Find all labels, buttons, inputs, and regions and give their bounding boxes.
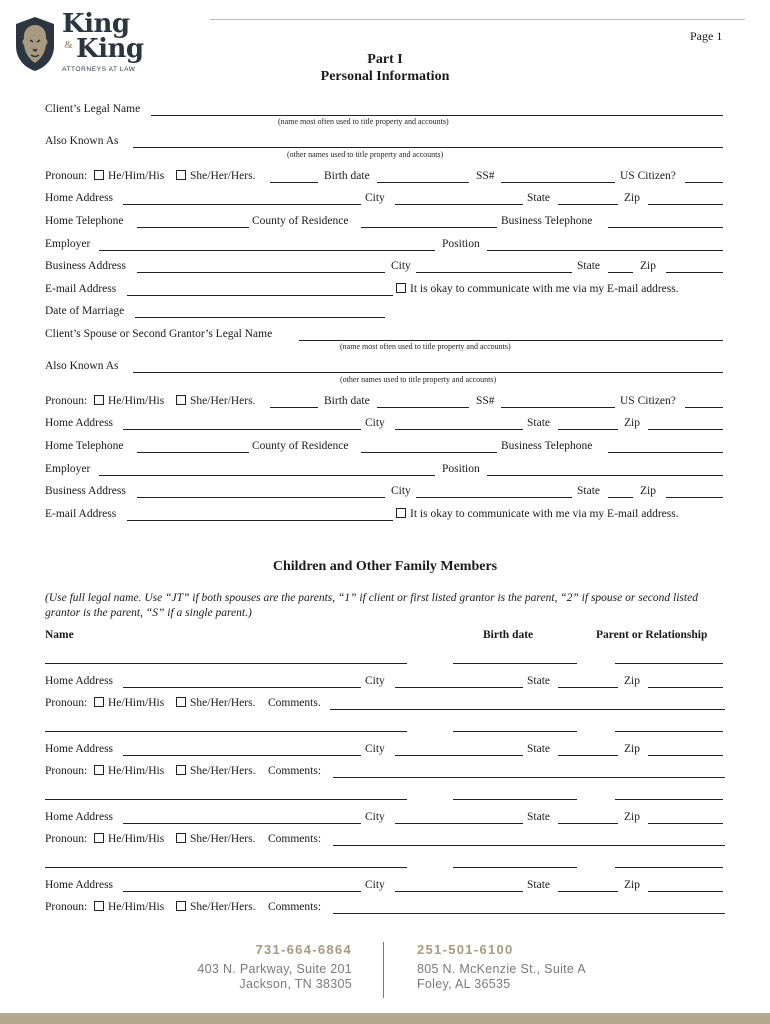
- spouse-aka-caption: (other names used to title property and accounts): [340, 375, 497, 384]
- zip-field[interactable]: [648, 755, 723, 756]
- pronoun-she-option[interactable]: She/Her/Hers.: [176, 900, 255, 914]
- position-label: Position: [442, 463, 480, 475]
- checkbox-icon[interactable]: [396, 283, 406, 293]
- ss-label: SS#: [476, 395, 495, 407]
- pronoun-he-option[interactable]: He/Him/His: [94, 169, 164, 183]
- logo-king-bottom: King: [76, 34, 144, 64]
- state-field[interactable]: [558, 204, 618, 205]
- home-address-label: Home Address: [45, 417, 114, 429]
- state-field[interactable]: [558, 755, 618, 756]
- spouse-name-caption: (name most often used to title property and accounts): [340, 342, 511, 351]
- footer-contact-left: [190, 942, 352, 991]
- position-field[interactable]: [487, 475, 723, 476]
- page-title: Personal Information: [320, 69, 450, 84]
- spouse-legal-name-label: Client’s Spouse or Second Grantor’s Legal Name: [45, 328, 273, 340]
- pronoun-other-field[interactable]: [270, 182, 318, 183]
- pronoun-label: Pronoun:: [45, 170, 88, 182]
- pronoun-label: Pronoun:: [45, 833, 88, 845]
- child-home-address-row: [45, 878, 723, 894]
- footer-address-right-line2: Foley, AL 36535: [417, 977, 511, 991]
- city-field[interactable]: [395, 823, 523, 824]
- employer-field[interactable]: [99, 475, 435, 476]
- pronoun-she-option[interactable]: She/Her/Hers.: [176, 169, 255, 183]
- comments-field[interactable]: [333, 913, 725, 914]
- date-of-marriage-row: [45, 304, 723, 320]
- footer-address-left-line1: 403 N. Parkway, Suite 201: [197, 962, 352, 976]
- pronoun-she-option[interactable]: She/Her/Hers.: [176, 394, 255, 408]
- email-field[interactable]: [127, 295, 393, 296]
- child-relationship-field[interactable]: [615, 731, 723, 732]
- footer-address-right-line1: 805 N. McKenzie St., Suite A: [417, 962, 586, 976]
- client-aka-label: Also Known As: [45, 135, 119, 147]
- spouse-aka-label: Also Known As: [45, 360, 119, 372]
- date-of-marriage-label: Date of Marriage: [45, 305, 125, 317]
- client-pronoun-row: [45, 169, 723, 185]
- home-address-field[interactable]: [123, 429, 361, 430]
- checkbox-icon[interactable]: [94, 170, 104, 180]
- client-aka-row: [45, 134, 723, 150]
- zip-label: Zip: [640, 485, 656, 497]
- child-name-field[interactable]: [45, 663, 407, 664]
- zip-label: Zip: [624, 811, 640, 823]
- home-address-field[interactable]: [123, 755, 361, 756]
- child-birth-date-field[interactable]: [453, 867, 577, 868]
- footer-contact-right: [417, 942, 597, 991]
- business-telephone-field[interactable]: [608, 452, 723, 453]
- spouse-aka-field[interactable]: [133, 372, 723, 373]
- home-telephone-label: Home Telephone: [45, 215, 124, 227]
- footer-address-left-line2: Jackson, TN 38305: [239, 977, 352, 991]
- zip-label: Zip: [624, 743, 640, 755]
- comments-field[interactable]: [333, 777, 725, 778]
- city-label: City: [365, 811, 385, 823]
- state-label: State: [527, 811, 550, 823]
- child-relationship-field[interactable]: [615, 799, 723, 800]
- birth-date-label: Birth date: [324, 170, 370, 182]
- spouse-pronoun-row: [45, 394, 723, 410]
- client-legal-name-label: Client’s Legal Name: [45, 103, 141, 115]
- child-relationship-field[interactable]: [615, 867, 723, 868]
- state-label: State: [527, 192, 550, 204]
- header-rule: [210, 19, 745, 20]
- spouse-legal-name-field[interactable]: [299, 340, 723, 341]
- city-label: City: [365, 743, 385, 755]
- child-home-address-row: [45, 742, 723, 758]
- comments-field[interactable]: [330, 709, 725, 710]
- state-label: State: [527, 879, 550, 891]
- county-field[interactable]: [361, 452, 497, 453]
- child-name-field[interactable]: [45, 731, 407, 732]
- home-address-label: Home Address: [45, 675, 114, 687]
- home-address-label: Home Address: [45, 811, 114, 823]
- client-legal-name-row: [45, 102, 723, 118]
- checkbox-icon[interactable]: [176, 833, 186, 843]
- business-address-field[interactable]: [137, 272, 385, 273]
- child-pronoun-row: [45, 696, 723, 712]
- date-of-marriage-field[interactable]: [135, 317, 385, 318]
- child-pronoun-row: [45, 900, 723, 916]
- email-consent-option[interactable]: It is okay to communicate with me via my E-mail address.: [396, 282, 679, 296]
- zip-field[interactable]: [648, 204, 723, 205]
- child-home-address-row: [45, 810, 723, 826]
- zip-label: Zip: [640, 260, 656, 272]
- us-citizen-label: US Citizen?: [620, 170, 676, 182]
- city-label: City: [391, 485, 411, 497]
- comments-label: Comments:: [268, 765, 322, 777]
- zip-field[interactable]: [666, 497, 723, 498]
- zip-label: Zip: [624, 192, 640, 204]
- children-section-title: Children and Other Family Members: [272, 559, 498, 574]
- employer-label: Employer: [45, 238, 91, 250]
- city-field[interactable]: [395, 755, 523, 756]
- home-address-field[interactable]: [123, 687, 361, 688]
- column-header-name: Name: [45, 629, 74, 641]
- ss-field[interactable]: [501, 182, 615, 183]
- spouse-telephone-row: [45, 439, 723, 455]
- child-birth-date-field[interactable]: [453, 663, 577, 664]
- home-telephone-field[interactable]: [137, 227, 249, 228]
- pronoun-label: Pronoun:: [45, 395, 88, 407]
- pronoun-she-option[interactable]: She/Her/Hers.: [176, 764, 255, 778]
- business-address-label: Business Address: [45, 485, 126, 497]
- us-citizen-label: US Citizen?: [620, 395, 676, 407]
- employer-label: Employer: [45, 463, 91, 475]
- comments-label: Comments:: [268, 833, 322, 845]
- business-telephone-field[interactable]: [608, 227, 723, 228]
- spouse-email-row: [45, 507, 723, 523]
- logo-ampersand: &: [64, 39, 74, 51]
- client-name-caption: (name most often used to title property and accounts): [278, 117, 449, 126]
- pronoun-he-option[interactable]: He/Him/His: [94, 832, 164, 846]
- state-label: State: [527, 675, 550, 687]
- zip-label: Zip: [624, 879, 640, 891]
- client-aka-field[interactable]: [133, 147, 723, 148]
- state-label: State: [577, 260, 600, 272]
- pronoun-she-option[interactable]: She/Her/Hers.: [176, 832, 255, 846]
- zip-field[interactable]: [648, 429, 723, 430]
- city-field[interactable]: [395, 204, 523, 205]
- checkbox-icon[interactable]: [176, 697, 186, 707]
- ss-field[interactable]: [501, 407, 615, 408]
- state-field[interactable]: [558, 891, 618, 892]
- checkbox-icon[interactable]: [176, 170, 186, 180]
- state-label: State: [577, 485, 600, 497]
- page-number: Page 1: [690, 29, 723, 43]
- pronoun-he-option[interactable]: He/Him/His: [94, 394, 164, 408]
- child-pronoun-row: [45, 764, 723, 780]
- business-address-label: Business Address: [45, 260, 126, 272]
- client-home-address-row: [45, 191, 723, 207]
- child-pronoun-row: [45, 832, 723, 848]
- spouse-legal-name-row: [45, 327, 723, 343]
- city-label: City: [391, 260, 411, 272]
- footer-divider: [383, 942, 384, 998]
- employer-field[interactable]: [99, 250, 435, 251]
- section-part: Part I: [367, 52, 403, 67]
- zip-field[interactable]: [648, 891, 723, 892]
- birth-date-field[interactable]: [377, 407, 469, 408]
- child-name-field[interactable]: [45, 867, 407, 868]
- child-birth-date-field[interactable]: [453, 799, 577, 800]
- logo-king-top: King: [62, 9, 130, 39]
- position-label: Position: [442, 238, 480, 250]
- email-consent-option[interactable]: It is okay to communicate with me via my E-mail address.: [396, 507, 679, 521]
- client-email-row: [45, 282, 723, 298]
- state-field[interactable]: [558, 687, 618, 688]
- state-label: State: [527, 417, 550, 429]
- city-label: City: [365, 879, 385, 891]
- child-name-field[interactable]: [45, 799, 407, 800]
- email-label: E-mail Address: [45, 508, 117, 520]
- comments-field[interactable]: [333, 845, 725, 846]
- home-address-label: Home Address: [45, 192, 114, 204]
- county-label: County of Residence: [252, 215, 349, 227]
- child-birth-date-field[interactable]: [453, 731, 577, 732]
- checkbox-icon[interactable]: [94, 833, 104, 843]
- ss-label: SS#: [476, 170, 495, 182]
- pronoun-she-option[interactable]: She/Her/Hers.: [176, 696, 255, 710]
- home-address-field[interactable]: [123, 891, 361, 892]
- checkbox-icon[interactable]: [94, 901, 104, 911]
- city-field[interactable]: [395, 891, 523, 892]
- pronoun-label: Pronoun:: [45, 901, 88, 913]
- us-citizen-field[interactable]: [685, 407, 723, 408]
- us-citizen-field[interactable]: [685, 182, 723, 183]
- client-aka-caption: (other names used to title property and accounts): [287, 150, 444, 159]
- zip-field[interactable]: [666, 272, 723, 273]
- checkbox-icon[interactable]: [94, 697, 104, 707]
- checkbox-icon[interactable]: [176, 395, 186, 405]
- birth-date-field[interactable]: [377, 182, 469, 183]
- children-instructions: (Use full legal name. Use “JT” if both spouses are the parents, “1” if client or first listed grantor is the parent, “2” if spouse or second listed grantor is the parent, “S” if a single parent.): [45, 592, 698, 619]
- spouse-home-address-row: [45, 416, 723, 432]
- client-legal-name-field[interactable]: [151, 115, 723, 116]
- home-address-field[interactable]: [123, 204, 361, 205]
- pronoun-he-option[interactable]: He/Him/His: [94, 764, 164, 778]
- county-label: County of Residence: [252, 440, 349, 452]
- birth-date-label: Birth date: [324, 395, 370, 407]
- spouse-employer-row: [45, 462, 723, 478]
- checkbox-icon[interactable]: [396, 508, 406, 518]
- checkbox-icon[interactable]: [94, 395, 104, 405]
- client-employer-row: [45, 237, 723, 253]
- city-label: City: [365, 192, 385, 204]
- position-field[interactable]: [487, 250, 723, 251]
- footer-phone-right: 251-501-6100: [417, 942, 514, 957]
- email-field[interactable]: [127, 520, 393, 521]
- client-business-address-row: [45, 259, 723, 275]
- zip-label: Zip: [624, 675, 640, 687]
- city-field[interactable]: [395, 687, 523, 688]
- client-telephone-row: [45, 214, 723, 230]
- county-field[interactable]: [361, 227, 497, 228]
- child-relationship-field[interactable]: [615, 663, 723, 664]
- logo-tagline: ATTORNEYS AT LAW: [62, 66, 136, 73]
- pronoun-label: Pronoun:: [45, 697, 88, 709]
- pronoun-other-field[interactable]: [270, 407, 318, 408]
- city-field[interactable]: [416, 497, 572, 498]
- state-field[interactable]: [558, 823, 618, 824]
- checkbox-icon[interactable]: [94, 765, 104, 775]
- checkbox-icon[interactable]: [176, 901, 186, 911]
- footer-phone-left: 731-664-6864: [255, 942, 352, 957]
- city-field[interactable]: [395, 429, 523, 430]
- pronoun-label: Pronoun:: [45, 765, 88, 777]
- comments-label: Comments:: [268, 901, 322, 913]
- city-label: City: [365, 417, 385, 429]
- business-telephone-label: Business Telephone: [501, 215, 593, 227]
- spouse-business-address-row: [45, 484, 723, 500]
- home-address-label: Home Address: [45, 879, 114, 891]
- city-field[interactable]: [416, 272, 572, 273]
- home-telephone-label: Home Telephone: [45, 440, 124, 452]
- home-address-field[interactable]: [123, 823, 361, 824]
- pronoun-he-option[interactable]: He/Him/His: [94, 696, 164, 710]
- column-header-birth-date: Birth date: [483, 629, 534, 641]
- state-field[interactable]: [608, 272, 633, 273]
- business-telephone-label: Business Telephone: [501, 440, 593, 452]
- pronoun-he-option[interactable]: He/Him/His: [94, 900, 164, 914]
- footer-bar: [0, 1013, 770, 1024]
- checkbox-icon[interactable]: [176, 765, 186, 775]
- city-label: City: [365, 675, 385, 687]
- child-home-address-row: [45, 674, 723, 690]
- zip-label: Zip: [624, 417, 640, 429]
- business-address-field[interactable]: [137, 497, 385, 498]
- spouse-aka-row: [45, 359, 723, 375]
- state-field[interactable]: [608, 497, 633, 498]
- state-field[interactable]: [558, 429, 618, 430]
- home-address-label: Home Address: [45, 743, 114, 755]
- zip-field[interactable]: [648, 823, 723, 824]
- column-header-relationship: Parent or Relationship: [596, 629, 708, 641]
- state-label: State: [527, 743, 550, 755]
- home-telephone-field[interactable]: [137, 452, 249, 453]
- comments-label: Comments.: [268, 697, 321, 709]
- zip-field[interactable]: [648, 687, 723, 688]
- email-label: E-mail Address: [45, 283, 117, 295]
